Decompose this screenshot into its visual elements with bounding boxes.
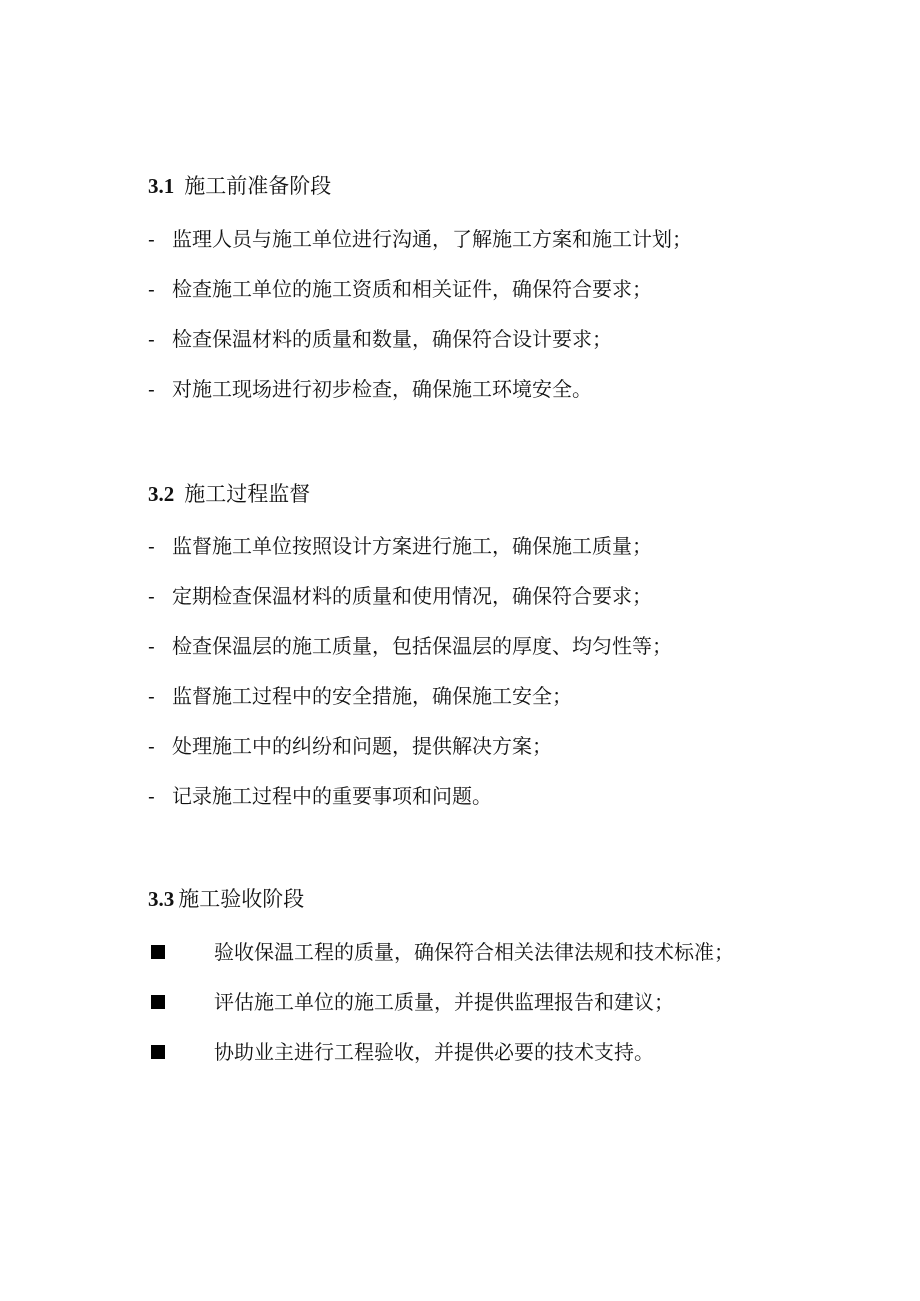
list-item-text: 检查保温材料的质量和数量，确保符合设计要求； — [172, 327, 612, 351]
list-item — [148, 275, 652, 303]
list-item — [148, 532, 652, 560]
list-item-text: 记录施工过程中的重要事项和问题。 — [172, 784, 492, 808]
square-bullet-icon — [151, 1045, 165, 1059]
section-heading-3-1 — [148, 172, 331, 200]
dash-bullet: - — [148, 584, 155, 608]
list-item — [148, 325, 612, 353]
list-item — [151, 1038, 654, 1066]
list-item — [148, 682, 572, 710]
dash-bullet: - — [148, 327, 155, 351]
dash-bullet: - — [148, 377, 155, 401]
list-item — [151, 988, 674, 1016]
dash-bullet: - — [148, 634, 155, 658]
section-title: 施工前准备阶段 — [184, 174, 332, 198]
list-item-text: 检查保温层的施工质量，包括保温层的厚度、均匀性等； — [172, 634, 672, 658]
section-heading-3-2 — [148, 480, 310, 508]
section-title: 施工验收阶段 — [178, 887, 305, 911]
list-item — [148, 225, 692, 253]
section-heading-3-3 — [148, 885, 304, 913]
list-item-text: 监督施工过程中的安全措施，确保施工安全； — [172, 684, 572, 708]
dash-bullet: - — [148, 534, 155, 558]
dash-bullet: - — [148, 227, 155, 251]
list-item — [151, 938, 734, 966]
dash-bullet: - — [148, 734, 155, 758]
list-item-text: 评估施工单位的施工质量，并提供监理报告和建议； — [214, 990, 674, 1014]
list-item-text: 监理人员与施工单位进行沟通，了解施工方案和施工计划； — [172, 227, 692, 251]
section-number: 3.3 — [148, 887, 175, 911]
list-item — [148, 732, 552, 760]
list-item-text: 协助业主进行工程验收，并提供必要的技术支持。 — [214, 1040, 654, 1064]
list-item-text: 检查施工单位的施工资质和相关证件，确保符合要求； — [172, 277, 652, 301]
dash-bullet: - — [148, 784, 155, 808]
dash-bullet: - — [148, 684, 155, 708]
list-item-text: 对施工现场进行初步检查，确保施工环境安全。 — [172, 377, 592, 401]
list-item-text: 处理施工中的纠纷和问题，提供解决方案； — [172, 734, 552, 758]
list-item-text: 定期检查保温材料的质量和使用情况，确保符合要求； — [172, 584, 652, 608]
section-title: 施工过程监督 — [184, 482, 311, 506]
list-item — [148, 782, 492, 810]
square-bullet-icon — [151, 945, 165, 959]
square-bullet-icon — [151, 995, 165, 1009]
section-number: 3.1 — [148, 174, 175, 198]
dash-bullet: - — [148, 277, 155, 301]
list-item — [148, 375, 592, 403]
list-item — [148, 632, 672, 660]
section-number: 3.2 — [148, 482, 175, 506]
list-item-text: 监督施工单位按照设计方案进行施工，确保施工质量； — [172, 534, 652, 558]
list-item-text: 验收保温工程的质量，确保符合相关法律法规和技术标准； — [214, 940, 734, 964]
list-item — [148, 582, 652, 610]
